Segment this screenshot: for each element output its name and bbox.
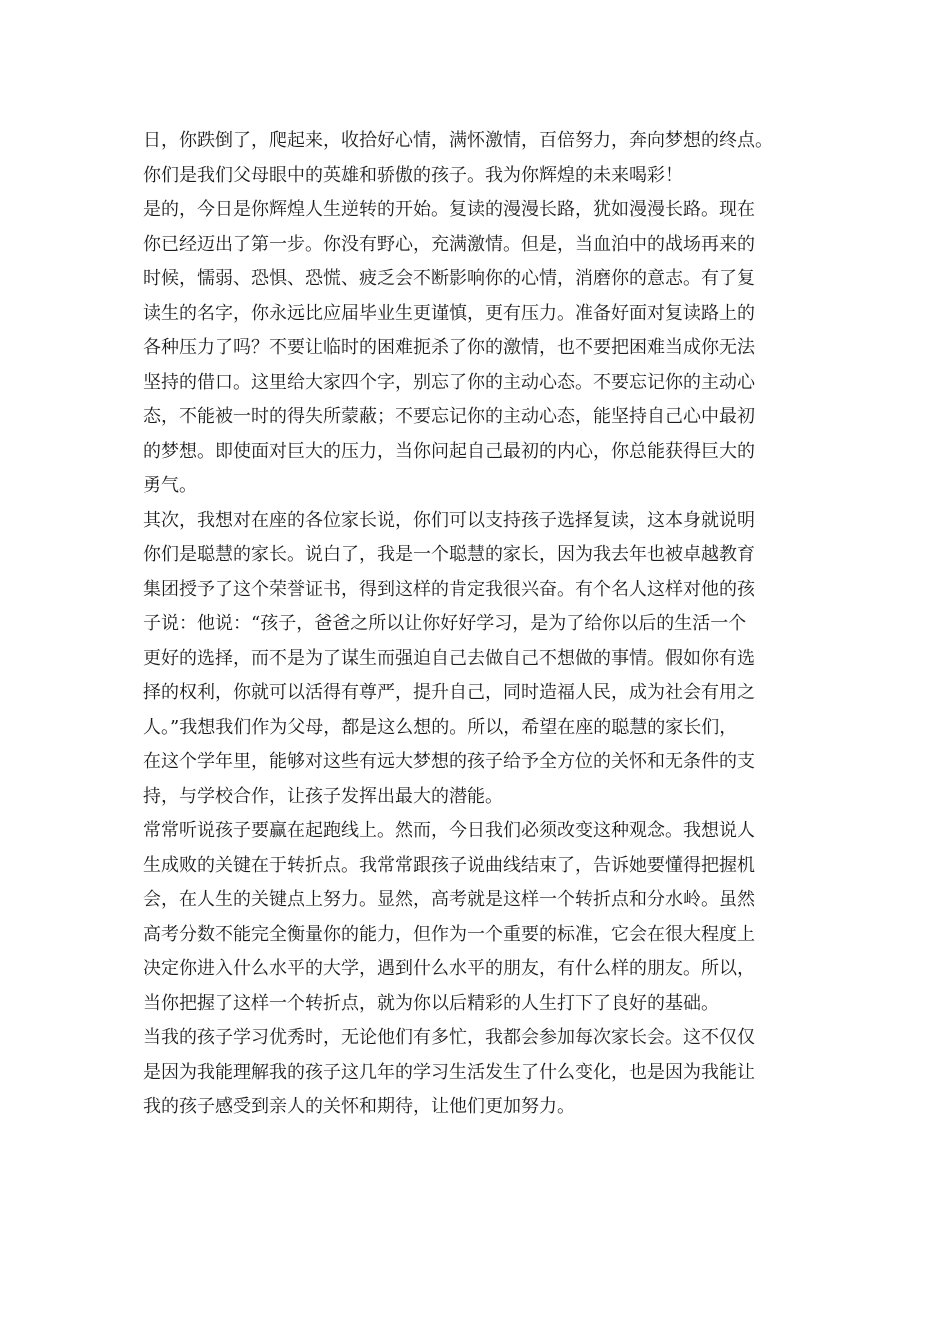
text-line: 勇气。 <box>143 475 197 496</box>
text-line: 在这个学年里，能够对这些有远大梦想的孩子给予全方位的关怀和无条件的支 <box>143 751 755 772</box>
text-line: 子说：他说：“孩子，爸爸之所以让你好好学习，是为了给你以后的生活一个 <box>143 613 747 634</box>
text-line: 你已经迈出了第一步。你没有野心，充满激情。但是，当血泊中的战场再来的 <box>143 233 755 255</box>
text-line: 你们是聪慧的家长。说白了，我是一个聪慧的家长，因为我去年也被卓越教育 <box>143 544 755 565</box>
text-line: 人。”我想我们作为父母，都是这么想的。所以，希望在座的聪慧的家长们， <box>143 716 738 738</box>
text-line: 各种压力了吗？不要让临时的困难扼杀了你的激情，也不要把困难当成你无法 <box>143 337 755 358</box>
text-line: 是因为我能理解我的孩子这几年的学习生活发生了什么变化，也是因为我能让 <box>143 1061 755 1083</box>
text-line: 会，在人生的关键点上努力。显然，高考就是这样一个转折点和分水岭。虽然 <box>143 889 755 910</box>
text-line: 时候，懦弱、恐惧、恐慌、疲乏会不断影响你的心情，消磨你的意志。有了复 <box>143 268 755 289</box>
text-line: 生成败的关键在于转折点。我常常跟孩子说曲线结束了，告诉她要懂得把握机 <box>143 854 755 876</box>
text-line: 决定你进入什么水平的大学，遇到什么水平的朋友，有什么样的朋友。所以， <box>143 958 755 979</box>
text-line: 日，你跌倒了，爬起来，收拾好心情，满怀激情，百倍努力，奔向梦想的终点。 <box>143 130 773 151</box>
text-line: 高考分数不能完全衡量你的能力，但作为一个重要的标准，它会在很大程度上 <box>143 923 755 945</box>
text-line: 你们是我们父母眼中的英雄和骄傲的孩子。我为你辉煌的未来喝彩！ <box>143 164 683 186</box>
text-line: 读生的名字，你永远比应届毕业生更谨慎，更有压力。准备好面对复读路上的 <box>143 302 755 324</box>
text-line: 是的，今日是你辉煌人生逆转的开始。复读的漫漫长路，犹如漫漫长路。现在 <box>143 199 755 220</box>
text-line: 我的孩子感受到亲人的关怀和期待，让他们更加努力。 <box>143 1096 575 1117</box>
body-text <box>143 124 813 1125</box>
text-line: 择的权利，你就可以活得有尊严，提升自己，同时造福人民，成为社会有用之 <box>143 682 755 703</box>
text-line: 坚持的借口。这里给大家四个字，别忘了你的主动心态。不要忘记你的主动心 <box>143 371 755 393</box>
text-line: 态，不能被一时的得失所蒙蔽；不要忘记你的主动心态，能坚持自己心中最初 <box>143 406 755 427</box>
text-line: 的梦想。即使面对巨大的压力，当你问起自己最初的内心，你总能获得巨大的 <box>143 440 755 462</box>
text-line: 持，与学校合作，让孩子发挥出最大的潜能。 <box>143 785 503 807</box>
text-line: 当你把握了这样一个转折点，就为你以后精彩的人生打下了良好的基础。 <box>143 992 719 1014</box>
text-line: 更好的选择，而不是为了谋生而强迫自己去做自己不想做的事情。假如你有选 <box>143 647 755 669</box>
text-line: 其次，我想对在座的各位家长说，你们可以支持孩子选择复读，这本身就说明 <box>143 509 755 531</box>
text-line: 集团授予了这个荣誉证书，得到这样的肯定我很兴奋。有个名人这样对他的孩 <box>143 578 755 600</box>
text-line: 常常听说孩子要赢在起跑线上。然而，今日我们必须改变这种观念。我想说人 <box>143 820 755 841</box>
text-line: 当我的孩子学习优秀时，无论他们有多忙，我都会参加每次家长会。这不仅仅 <box>143 1027 755 1048</box>
